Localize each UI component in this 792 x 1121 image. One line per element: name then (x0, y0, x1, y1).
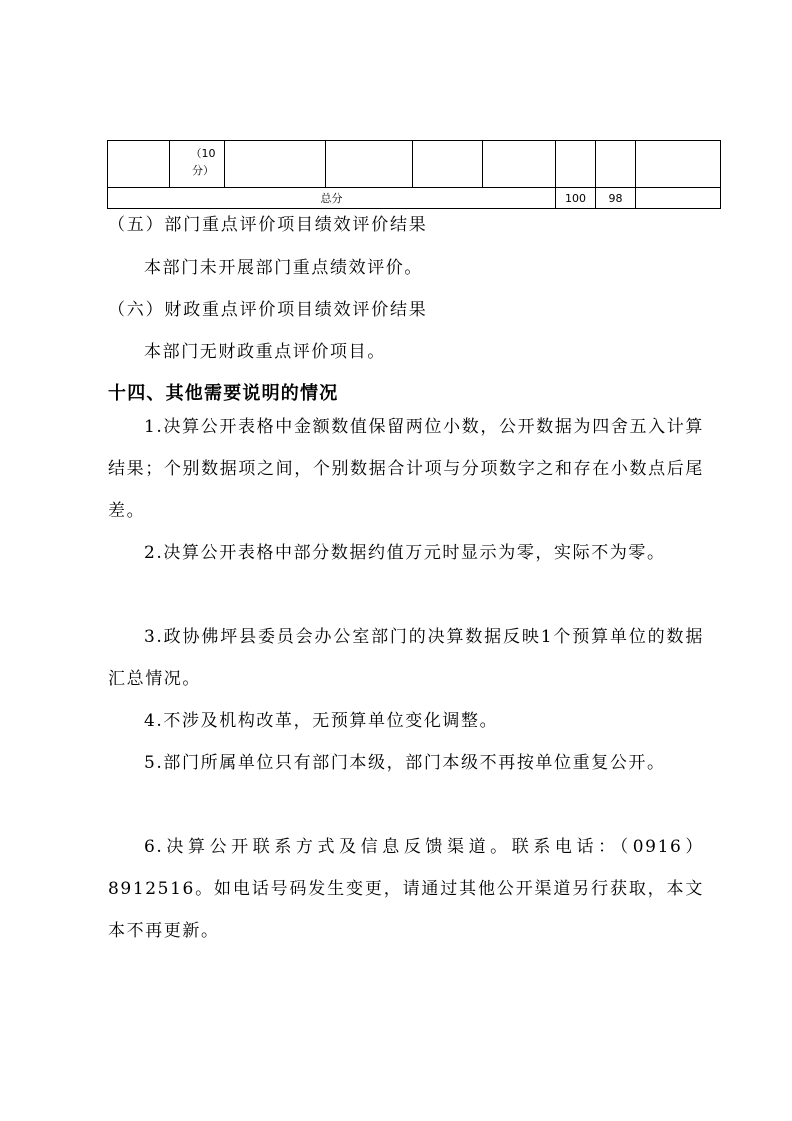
dept-eval-heading: （五）部门重点评价项目绩效评价结果 (108, 215, 428, 235)
note-3: 3.政协佛坪县委员会办公室部门的决算数据反映1个预算单位的数据汇总情况。 (108, 627, 704, 689)
table-cell-weight (170, 141, 225, 188)
note-5: 5.部门所属单位只有部门本级，部门本级不再按单位重复公开。 (144, 753, 666, 773)
performance-score-table (107, 140, 721, 209)
dept-eval-text: 本部门未开展部门重点绩效评价。 (144, 258, 423, 278)
table-cell-empty (326, 141, 413, 188)
weight-open-text: （10 (190, 147, 216, 160)
total-label-cell: 总分 (108, 188, 556, 209)
table-cell-empty (108, 141, 170, 188)
note-1: 1.决算公开表格中金额数值保留两位小数，公开数据为四舍五入计算结果；个别数据项之间，个别数据合计项与分项数字之和存在小数点后尾差。 (108, 417, 704, 521)
table-cell-empty (556, 141, 596, 188)
note-6: 6.决算公开联系方式及信息反馈渠道。联系电话：（0916）8912516。如电话号码发生变更，请通过其他公开渠道另行获取，本文本不再更新。 (108, 837, 704, 941)
full-score-cell: 100 (556, 188, 596, 209)
finance-eval-heading: （六）财政重点评价项目绩效评价结果 (108, 300, 428, 320)
table-cell-empty (596, 141, 636, 188)
note-2: 2.决算公开表格中部分数据约值万元时显示为零，实际不为零。 (144, 543, 666, 563)
table-cell-empty (413, 141, 483, 188)
table-cell-empty (636, 141, 721, 188)
table-cell-empty (483, 141, 556, 188)
actual-score-cell: 98 (596, 188, 636, 209)
weight-close-text: 分） (192, 164, 214, 177)
table-row-partial (108, 141, 721, 188)
table-cell-empty (225, 141, 326, 188)
other-section-heading: 十四、其他需要说明的情况 (108, 383, 339, 404)
note-4: 4.不涉及机构改革，无预算单位变化调整。 (144, 711, 499, 731)
finance-eval-text: 本部门无财政重点评价项目。 (144, 342, 386, 362)
